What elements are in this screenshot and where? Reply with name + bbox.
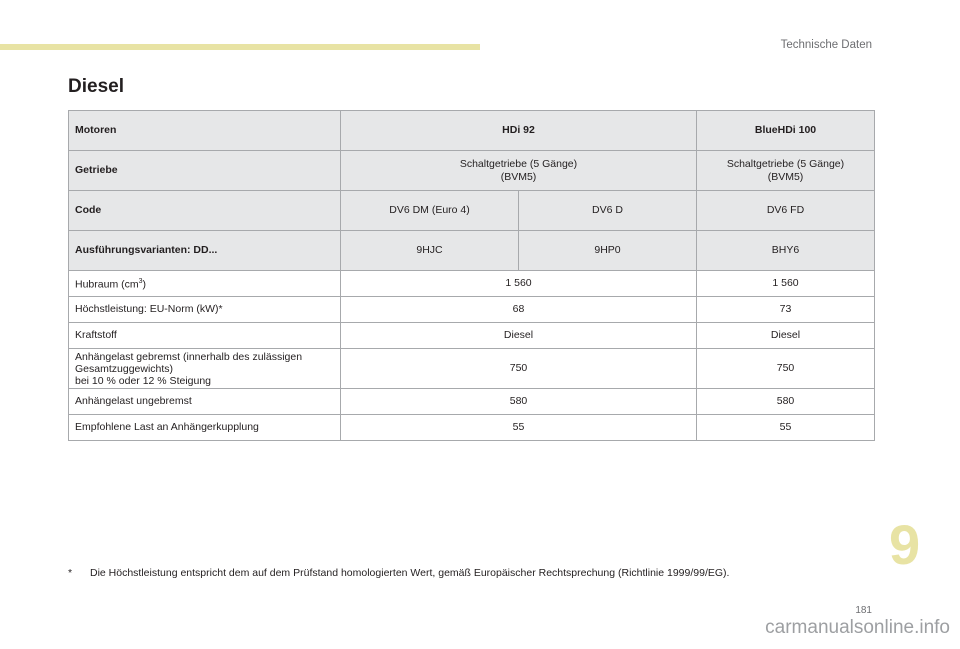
section-title: Technische Daten [780, 39, 872, 51]
table-row [69, 231, 875, 271]
hubraum-value: 1 560 [341, 271, 697, 297]
footnote-text: Die Höchstleistung entspricht dem auf dem Prüfstand homologierten Wert, gemäß Europäischer Rechtsprechung (Richtlinie 1999/99/EG). [90, 567, 730, 579]
header-accent-bar [0, 44, 480, 50]
table-row [69, 297, 875, 323]
hubraum-value: 1 560 [697, 271, 875, 297]
leistung-value: 73 [697, 297, 875, 323]
table-row [69, 415, 875, 441]
kraftstoff-label: Kraftstoff [69, 323, 341, 349]
variant-value: 9HJC [341, 231, 519, 271]
watermark: carmanualsonline.info [765, 617, 950, 638]
stuetzlast-value: 55 [341, 415, 697, 441]
getriebe-value: Schaltgetriebe (5 Gänge) (BVM5) [341, 151, 697, 191]
table-row [69, 349, 875, 389]
specs-table [68, 110, 875, 441]
table-row [69, 389, 875, 415]
kraftstoff-value: Diesel [341, 323, 697, 349]
page-title: Diesel [68, 76, 124, 97]
table-row [69, 271, 875, 297]
anhaengelast-ungebremst-value: 580 [341, 389, 697, 415]
table-row [69, 151, 875, 191]
kraftstoff-value: Diesel [697, 323, 875, 349]
anhaengelast-gebremst-label: Anhängelast gebremst (innerhalb des zulässigen Gesamtzuggewichts) bei 10 % oder 12 % Steigung [69, 349, 341, 389]
variant-value: BHY6 [697, 231, 875, 271]
variants-label: Ausführungsvarianten: DD... [69, 231, 341, 271]
footnote-marker: * [68, 567, 73, 579]
hubraum-label: Hubraum $(cm^3)$ [69, 271, 341, 297]
anhaengelast-ungebremst-label: Anhängelast ungebremst [69, 389, 341, 415]
code-value: DV6 D [519, 191, 697, 231]
table-row [69, 111, 875, 151]
motoren-label: Motoren [69, 111, 341, 151]
stuetzlast-label: Empfohlene Last an Anhängerkupplung [69, 415, 341, 441]
page-number: 181 [855, 605, 872, 616]
table-row [69, 191, 875, 231]
getriebe-value: Schaltgetriebe (5 Gänge) (BVM5) [697, 151, 875, 191]
code-label: Code [69, 191, 341, 231]
leistung-value: 68 [341, 297, 697, 323]
stuetzlast-value: 55 [697, 415, 875, 441]
code-value: DV6 FD [697, 191, 875, 231]
variant-value: 9HP0 [519, 231, 697, 271]
leistung-label: Höchstleistung: EU-Norm (kW)* [69, 297, 341, 323]
chapter-number: 9 [889, 513, 921, 576]
anhaengelast-gebremst-value: 750 [697, 349, 875, 389]
engine-bluehdi100-header: BlueHDi 100 [697, 111, 875, 151]
getriebe-label: Getriebe [69, 151, 341, 191]
anhaengelast-ungebremst-value: 580 [697, 389, 875, 415]
table-row [69, 323, 875, 349]
anhaengelast-gebremst-value: 750 [341, 349, 697, 389]
footnote [68, 567, 729, 579]
engine-hdi92-header: HDi 92 [341, 111, 697, 151]
code-value: DV6 DM (Euro 4) [341, 191, 519, 231]
